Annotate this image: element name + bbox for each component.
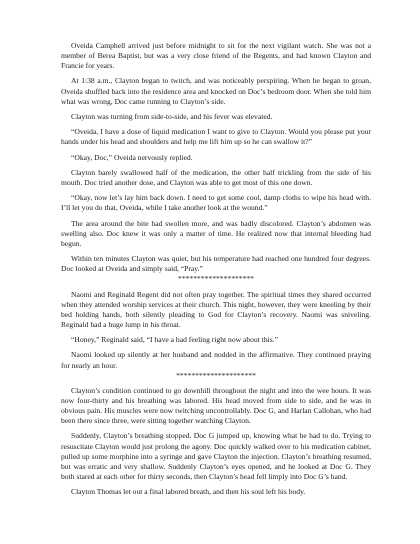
- paragraph-12: Naomi looked up silently at her husband and nodded in the affirmative. They continued praying for nearly an hour.: [61, 350, 371, 370]
- paragraph-6: Clayton barely swallowed half of the medication, the other half trickling from the side of his mouth. Doc tried another dose, and Clayton was able to get most of this one down.: [61, 167, 371, 187]
- paragraph-14: Suddenly, Clayton’s breathing stopped. Doc G jumped up, knowing what he had to do. Trying to resuscitate Clayton would just prolong the agony. Doc quickly walked over to his medication cabinet, pulled up some morphine into a syringe and gave Clayton the injection. Clayton’s breathing resumed, but was erratic and very shallow. Suddenly Clayton’s eyes opened, and he looked at Doc G. They both stared at each other for thirty seconds, then Clayton’s head fell limply into Doc G’s hand.: [61, 431, 371, 481]
- paragraph-8: The area around the bite had swollen more, and was badly discolored. Clayton’s abdomen was swelling also. Doc knew it was only a matter of time. He realized now that internal bleeding had begun.: [61, 218, 371, 248]
- paragraph-4: “Oveida, I have a dose of liquid medication I want to give to Clayton. Would you please put your hands under his head and shoulders and help me lift him up so he can swallow it?”: [61, 127, 371, 147]
- scene-separator-1: ********************: [178, 274, 254, 284]
- paragraph-1: Oveida Camphell arrived just before midnight to sit for the next vigilant watch. She was not a member of Berea Baptist, but was a very close friend of the Regents, and had known Clayton and Francie for years.: [61, 41, 371, 71]
- paragraph-5: “Okay, Doc,” Oveida nervously replied.: [71, 152, 193, 162]
- paragraph-2: At 1:38 a.m., Clayton began to twitch, and was noticeably perspiring. When he began to groan, Oveida shuffled back into the residence area and knocked on Doc’s bedroom door. When she told him what was wrong, Doc came running to Clayton’s side.: [61, 76, 371, 106]
- paragraph-15: Clayton Thomas let out a final labored breath, and then his soul left his body.: [71, 487, 306, 497]
- paragraph-11: “Honey,” Reginald said, “I have a bad feeling right now about this.”: [71, 335, 279, 345]
- paragraph-9: Within ten minutes Clayton was quiet, but his temperature had reached one hundred four degrees. Doc looked at Oveida and simply said, “Pray.”: [61, 254, 371, 274]
- scene-separator-2: *********************: [176, 370, 256, 380]
- paragraph-10: Naomi and Reginald Regent did not often pray together. The spiritual times they shared occurred when they attended worship services at their church. This night, however, they were kneeling by their bed holding hands, both silently pleading to God for Clayton’s recovery. Naomi was sniveling. Reginald had a huge lump in his throat.: [61, 289, 371, 329]
- paragraph-7: “Okay, now let’s lay him back down. I need to get some cool, damp cloths to wipe his head with. I’ll let you do that, Oveida, while I take another look at the wound.”: [61, 193, 371, 213]
- paragraph-13: Clayton’s condition continued to go downhill throughout the night and into the wee hours. It was now four-thirty and his breathing was labored. His head moved from side to side, and he was in obvious pain. His muscles were now twitching uncontrollably. Doc G, and Harlan Callohan, who had been there since three, were sitting together watching Clayton.: [61, 385, 371, 426]
- paragraph-3: Clayton was turning from side-to-side, and his fever was elevated.: [71, 111, 273, 121]
